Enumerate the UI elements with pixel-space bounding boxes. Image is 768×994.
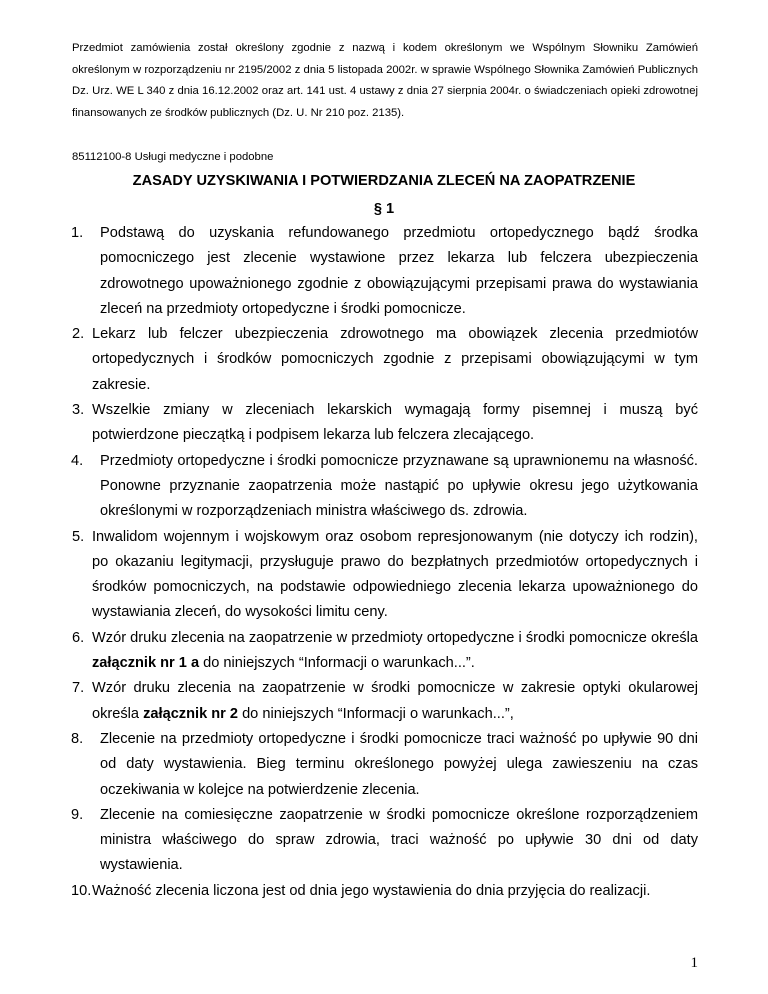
list-item bbox=[72, 879, 698, 904]
list-item bbox=[72, 449, 698, 525]
list-item bbox=[72, 676, 698, 727]
page-number: 1 bbox=[690, 955, 698, 971]
list-item-text: Przedmioty ortopedyczne i środki pomocnicze przyznawane są uprawnionemu na własność. Ponowne przyznanie zaopatrzenia może nastąpić po upływie okresu jego użytkowania określonymi w rozporządzeniach ministra właściwego ds. zdrowia. bbox=[100, 452, 698, 520]
list-item-text: do niniejszych “Informacji o warunkach...”, bbox=[238, 705, 514, 722]
list-item-text: Wzór druku zlecenia na zaopatrzenie w przedmioty ortopedyczne i środki pomocnicze określa bbox=[92, 629, 698, 646]
list-item-number: 10. bbox=[71, 882, 92, 899]
list-item-number: 5. bbox=[72, 528, 85, 545]
list-item-text: Zlecenie na comiesięczne zaopatrzenie w środki pomocnicze określone rozporządzeniem ministra właściwego do spraw zdrowia, traci ważność po upływie 30 dni od daty wystawienia. bbox=[100, 806, 698, 874]
list-item-number: 9. bbox=[71, 806, 84, 823]
list-item-text: do niniejszych “Informacji o warunkach...”. bbox=[199, 655, 475, 672]
list-item-bold: załącznik nr 1 a bbox=[92, 655, 200, 672]
list-item-number: 1. bbox=[71, 225, 84, 241]
list-item bbox=[72, 398, 698, 449]
list-item bbox=[72, 727, 698, 803]
list-item bbox=[72, 322, 698, 398]
list-item-text: Lekarz lub felczer ubezpieczenia zdrowotnego ma obowiązek zlecenia przedmiotów ortopedycznych i środków pomocniczych zgodnie z przepisami obowiązującymi w tym zakresie. bbox=[92, 326, 698, 393]
list-item bbox=[72, 626, 698, 677]
rules-list bbox=[72, 221, 698, 904]
document-title: ZASADY UZYSKIWANIA I POTWIERDZANIA ZLECEŃ NA ZAOPATRZENIE bbox=[132, 173, 636, 189]
list-item-number: 4. bbox=[71, 452, 84, 469]
list-item-text: Zlecenie na przedmioty ortopedyczne i środki pomocnicze traci ważność po upływie 90 dni od daty wystawienia. Bieg terminu określonego powyżej ulega zawieszeniu na czas oczekiwania w kolejce na potwierdzenie zlecenia. bbox=[100, 730, 698, 798]
list-item-number: 2. bbox=[72, 326, 85, 343]
list-item bbox=[72, 221, 698, 322]
list-item-bold: załącznik nr 2 bbox=[143, 705, 239, 722]
list-item-number: 8. bbox=[71, 730, 84, 747]
list-item-number: 6. bbox=[72, 629, 85, 646]
list-item-text: Wzór druku zlecenia na zaopatrzenie w środki pomocnicze w zakresie optyki okularowej określa bbox=[92, 680, 698, 722]
list-item bbox=[72, 525, 698, 626]
list-item bbox=[72, 803, 698, 879]
list-item-text: Ważność zlecenia liczona jest od dnia jego wystawienia do dnia przyjęcia do realizacji. bbox=[92, 882, 651, 899]
list-item-number: 7. bbox=[72, 680, 85, 697]
intro-paragraph: Przedmiot zamówienia został określony zgodnie z nazwą i kodem określonym we Wspólnym Słowniku Zamówień określonym w rozporządzeniu nr 2195/2002 z dnia 5 listopada 2002r. w sprawie Wspólnego Słownika Zamówień Publicznych Dz. Urz. WE L 340 z dnia 16.12.2002 oraz art. 141 ust. 4 ustawy z dnia 27 sierpnia 2004r. o świadczeniach opieki zdrowotnej finansowanych ze środków publicznych (Dz. U. Nr 210 poz. 2135). bbox=[72, 42, 698, 119]
list-item-text: Wszelkie zmiany w zleceniach lekarskich wymagają formy pisemnej i muszą być potwierdzone pieczątką i podpisem lekarza lub felczera zlecającego. bbox=[92, 402, 698, 444]
cpv-code: 85112100-8 Usługi medyczne i podobne bbox=[72, 151, 274, 163]
list-item-text: Podstawą do uzyskania refundowanego przedmiotu ortopedycznego bądź środka pomocniczego jest zlecenie wystawione przez lekarza lub felczera ubezpieczenia zdrowotnego upoważnionego zgodnie z obowiązującymi przepisami prawa do wystawiania zleceń na przedmioty ortopedyczne i środki pomocnicze. bbox=[100, 225, 698, 317]
list-item-text: Inwalidom wojennym i wojskowym oraz osobom represjonowanym (nie dotyczy ich rodzin), po okazaniu legitymacji, przysługuje prawo do bezpłatnych przedmiotów ortopedycznych i środków pomocniczych, na podstawie odpowiedniego zlecenia lekarza upoważnionego do wystawiania zleceń, do wysokości limitu ceny. bbox=[92, 528, 698, 621]
section-heading: § 1 bbox=[373, 201, 395, 217]
list-item-number: 3. bbox=[72, 402, 85, 419]
